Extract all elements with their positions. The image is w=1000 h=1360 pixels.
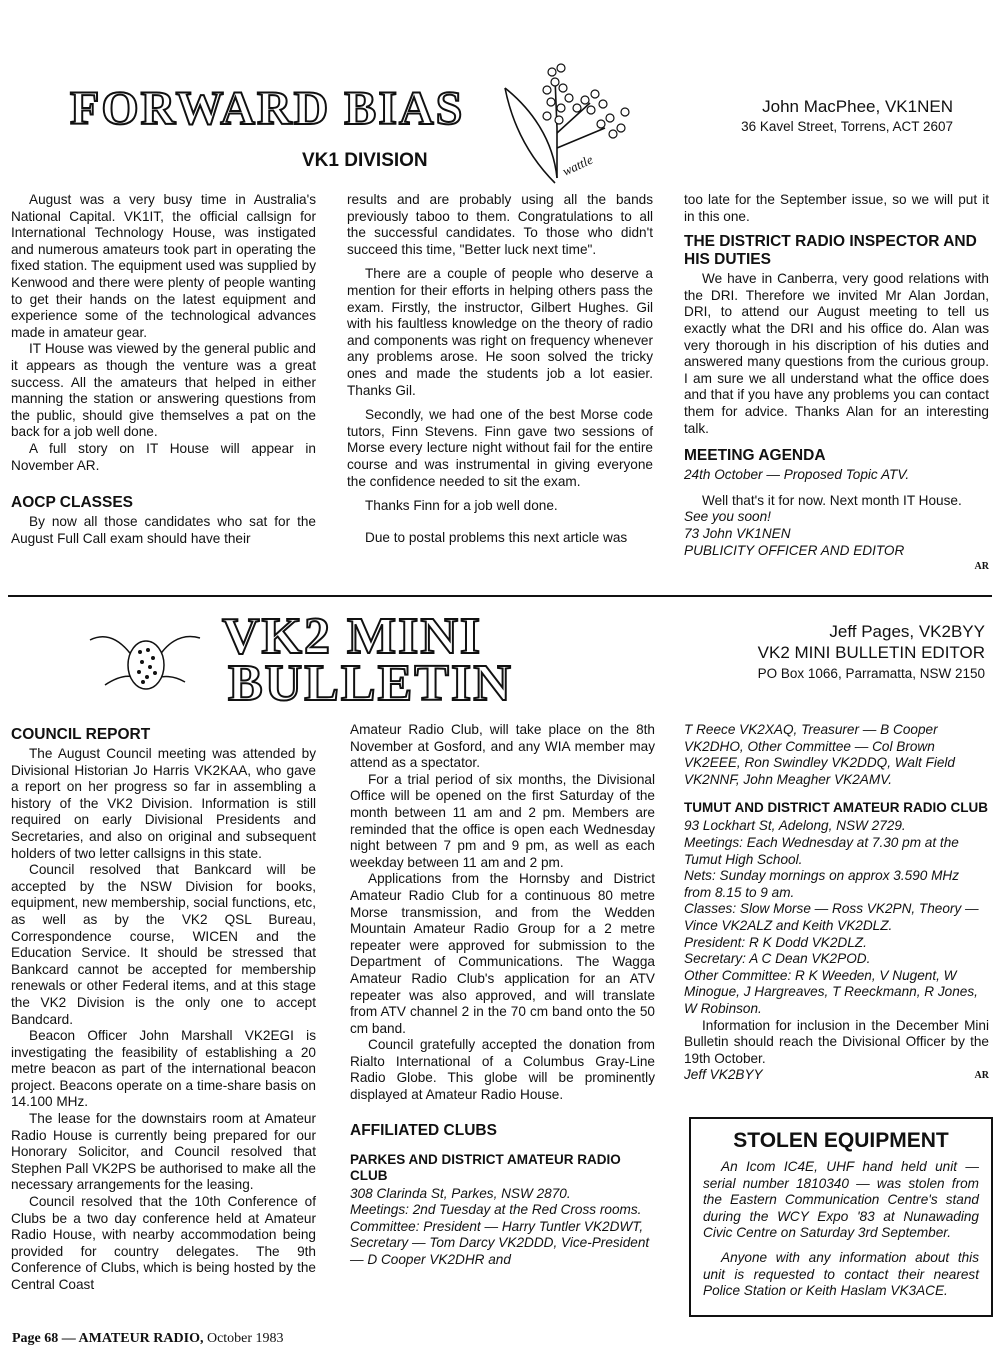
forward-bias-title: FORWARD BIAS <box>70 82 465 135</box>
vk2-col2-para-4: Council gratefully accepted the donation from Rialto International of a Columbus Gray-Line Radio Globe. This globe will be prominently displayed at Amateur Radio House. <box>350 1037 655 1103</box>
dri-text: We have in Canberra, very good relations with the DRI. Therefore we invited Mr Alan Jordan, DRI, to attend our August meeting to tell us exactly what the DRI and his office do. Alan was very thorough in his discription of his duties and answered many questions from the curious group. I am sure we all understand what the office does and that if you have any problems you can contact them for advice. Thanks Alan for an interesting talk. <box>684 271 989 436</box>
waratah-illustration <box>85 620 205 700</box>
vk2-title-line-1: VK2 MINI <box>222 608 483 665</box>
fb-col1-para-2: IT House was viewed by the general public and it appears as though the venture was a great success. All the amateurs that helped in either manning the station or answering questions from the public, should give themselves a pat on the back for a job well done. <box>11 341 316 440</box>
vk2-ar-mark: AR <box>974 1069 989 1081</box>
vk2-col1-para-5: Council resolved that the 10th Conference of Clubs be a two day conference held at Amateur Radio House, with nearby accommodation being provided for country delegates. The 9th Conference of Clubs, which is being hosted by the Central Coast <box>11 1194 316 1292</box>
vk2-column-2 <box>350 722 655 1269</box>
parkes-line-3: Committee: President — Harry Tuntler VK2DWT, Secretary — Tom Darcy VK2DDD, Vice-President — D Cooper VK2DHR and <box>350 1218 650 1268</box>
tumut-line-6: Secretary: A C Dean VK2POD. <box>684 951 871 967</box>
vk2-col1-para-3: Beacon Officer John Marshall VK2EGI is investigating the feasibility of establishing a 20 metre beacon as part of the international beacon project. Beacons operate on a time-share basis on 14.100 MHz. <box>11 1028 316 1110</box>
vk2-title-line-2: BULLETIN <box>228 655 513 712</box>
fb-col2-para-4: Thanks Finn for a job well done. <box>365 498 558 514</box>
vk2-col2-para-2: For a trial period of six months, the Divisional Office will be opened on the first Saturday of the month between 11 am and 2 pm. Members are reminded that the office is open each Wednesday night between 7 pm and 9 pm, as well as each weekday between 11 am and 2 pm. <box>350 771 655 870</box>
wattle-label: wattle <box>559 151 596 179</box>
footer-date: October 1983 <box>206 1331 284 1346</box>
vk2-column-3 <box>684 722 989 1084</box>
vk2-col3-intro: T Reece VK2XAQ, Treasurer — B Cooper VK2DHO, Other Committee — Col Brown VK2EEE, Ron Swindley VK2DDQ, Walt Field VK2NNF, John Meagher VK2AMV. <box>684 722 955 787</box>
fb-column-3 <box>684 192 989 576</box>
see-you-soon: See you soon! <box>684 509 771 525</box>
agenda-text: 24th October — Proposed Topic ATV. <box>684 467 910 483</box>
stolen-para-1: An Icom IC4E, UHF hand held unit — serial number 1810340 — was stolen from the Eastern Communication Centre's stand during the WCY Expo '83 at Nunawading Civic Centre on Saturday 3rd September. <box>703 1159 979 1241</box>
footer-page: Page 68 — AMATEUR RADIO, <box>12 1331 204 1346</box>
stolen-equipment-heading: STOLEN EQUIPMENT <box>733 1129 949 1152</box>
fb-col1-para-3: A full story on IT House will appear in November AR. <box>11 440 316 473</box>
affiliated-clubs-heading: AFFILIATED CLUBS <box>350 1121 497 1139</box>
fb-signature-1: 73 John VK1NEN <box>684 525 791 541</box>
fb-author: John MacPhee, VK1NEN <box>762 97 953 116</box>
stolen-equipment-box <box>689 1117 993 1317</box>
fb-ar-mark: AR <box>974 561 989 573</box>
fb-column-2 <box>347 192 653 546</box>
vk2-col1-para-4: The lease for the downstairs room at Amateur Radio House is currently being prepared for our Honorary Solicitor, and Council resolved that Stephen Pall VK2PS be authorised to make all the necessary arrangements for the leasing. <box>11 1111 316 1193</box>
vk2-col2-para-3: Applications from the Hornsby and District Amateur Radio Club for a continuous 80 metre Morse transmission, and from the Wedden Mountain Amateur Radio Group for a 2 metre repeater were approved for submission to the Department of Communications. The Wagga Amateur Radio Club's application for an ATV repeater was also approved, and will translate from ATV channel 2 in the 70 cm band onto the 50 cm band. <box>350 871 655 1036</box>
parkes-line-1: 308 Clarinda St, Parkes, NSW 2870. <box>350 1185 571 1201</box>
tumut-line-3: Nets: Sunday mornings on approx 3.590 MHz from 8.15 to 9 am. <box>684 868 960 900</box>
fb-col2-para-1: results and are probably using all the bands previously taboo to them. Congratulations to all the successful candidates. To those who didn't succeed this time, "Better luck next time". <box>347 192 653 257</box>
parkes-line-2: Meetings: 2nd Tuesday at the Red Cross rooms. <box>350 1202 642 1218</box>
fb-signature-2: PUBLICITY OFFICER AND EDITOR <box>684 542 905 558</box>
tumut-line-4: Classes: Slow Morse — Ross VK2PN, Theory — Vince VK2ALZ and Keith VK2DLZ. <box>684 901 979 933</box>
fb-address: 36 Kavel Street, Torrens, ACT 2607 <box>741 119 953 134</box>
fb-col2-para-3: Secondly, we had one of the best Morse code tutors, Finn Stevens. Finn gave two sessions of Morse every lecture night without fail for the entire course and was instrumental in giving everyone the confidence needed to sit the exam. <box>347 407 653 489</box>
vk1-division-heading: VK1 DIVISION <box>302 150 428 171</box>
vk2-col1-para-1: The August Council meeting was attended by Divisional Historian Jo Harris VK2KAA, who gave a report on her progress so far in assembling a history of the VK2 Division. Information is still required on early Divisional Presidents and Secretaries, and also on original and subsequent holders of two letter callsigns in this state. <box>11 746 316 861</box>
info-text: Information for inclusion in the December Mini Bulletin should reach the Divisional Officer by the 19th October. <box>684 1017 989 1066</box>
vk2-signature: Jeff VK2BYY <box>684 1067 763 1083</box>
vk2-author: Jeff Pages, VK2BYY <box>829 622 985 641</box>
wattle-illustration <box>495 58 640 193</box>
section-divider <box>8 595 992 597</box>
vk2-col2-para-1: Amateur Radio Club, will take place on the 8th November at Gosford, and any WIA member may attend as a spectator. <box>350 722 655 771</box>
tumut-line-2: Meetings: Each Wednesday at 7.30 pm at the Tumut High School. <box>684 834 959 867</box>
fb-col2-para-2: There are a couple of people who deserve a mention for their efforts in helping others pass the exam. Firstly, the instructor, Gilbert Hughes. Gil with his faultless knowledge on the theory of radio and components was right on frequency whenever any problems arose. He soon solved the tricky ones and made the students job a lot easier. Thanks Gil. <box>347 266 653 398</box>
tumut-line-1: 93 Lockhart St, Adelong, NSW 2729. <box>684 818 906 834</box>
fb-col2-para-5: Due to postal problems this next article was <box>365 529 628 545</box>
dri-heading: THE DISTRICT RADIO INSPECTOR AND HIS DUTIES <box>684 233 977 269</box>
fb-column-1 <box>11 192 316 547</box>
aocp-classes-heading: AOCP CLASSES <box>11 494 134 512</box>
vk2-column-1 <box>11 726 316 1294</box>
vk2-role: VK2 MINI BULLETIN EDITOR <box>757 643 985 662</box>
parkes-club-heading: PARKES AND DISTRICT AMATEUR RADIO CLUB <box>350 1151 621 1183</box>
tumut-line-5: President: R K Dodd VK2DLZ. <box>684 934 867 950</box>
fb-col3-intro: too late for the September issue, so we will put it in this one. <box>684 192 989 224</box>
meeting-agenda-heading: MEETING AGENDA <box>684 447 826 465</box>
tumut-line-7: Other Committee: R K Weeden, V Nugent, W Minogue, J Hargreaves, T Reeckmann, R Jones, W Robinson. <box>684 967 978 1016</box>
council-report-heading: COUNCIL REPORT <box>11 726 151 743</box>
vk2-address: PO Box 1066, Parramatta, NSW 2150 <box>757 666 985 681</box>
tumut-club-heading: TUMUT AND DISTRICT AMATEUR RADIO CLUB <box>684 800 988 816</box>
aocp-text: By now all those candidates who sat for the August Full Call exam should have their <box>11 514 316 546</box>
page-footer <box>12 1331 284 1347</box>
vk2-col1-para-2: Council resolved that Bankcard will be accepted by the NSW Division for books, equipment, new membership, social functions, etc, as well as by the VK2 QSL Bureau, Correspondence course, WICEN and the Education Service. It should be stressed that Bankcard cannot be accepted for membership renewals or other Federal items, and at this stage the VK2 Division is the only one to accept Bandcard. <box>11 862 316 1027</box>
fb-col1-para-1: August was a very busy time in Australia's National Capital. VK1IT, the official callsign for International Technology House, was instigated and numerous amateurs took part in operating the fixed station. The equipment used was supplied by Kenwood and there were plenty of people wanting to get their hands on the latest equipment and experience some of the technological advances made in amateur gear. <box>11 192 316 340</box>
closing-text: Well that's it for now. Next month IT House. <box>702 492 962 508</box>
stolen-para-2: Anyone with any information about this unit is requested to contact their nearest Police Station or Keith Haslam VK3ACE. <box>703 1249 979 1299</box>
